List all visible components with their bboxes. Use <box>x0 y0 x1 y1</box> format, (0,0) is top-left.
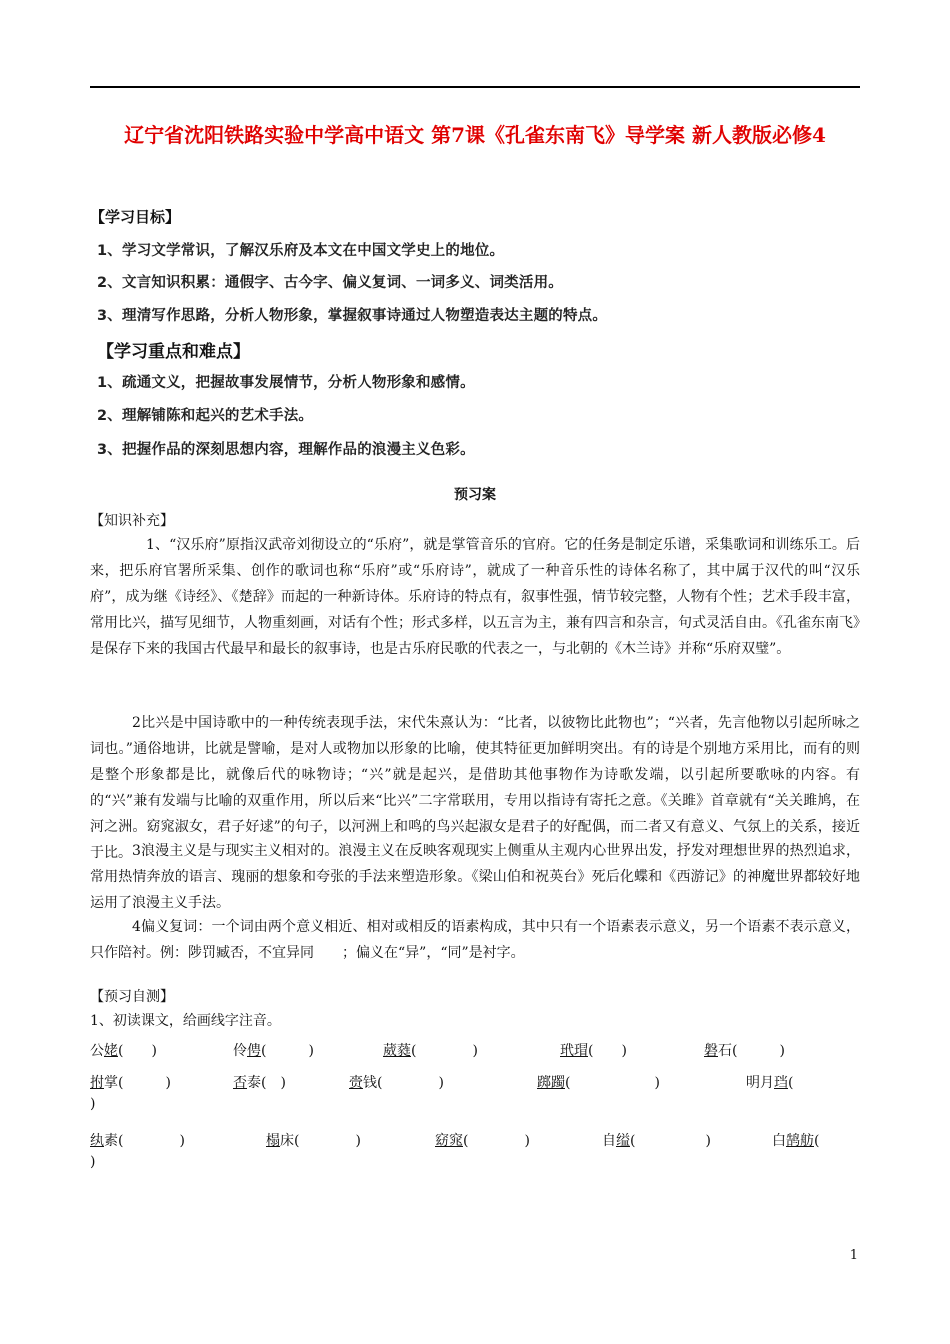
document-title: 辽宁省沈阳铁路实验中学高中语文 第7课《孔雀东南飞》导学案 新人教版必修4 <box>124 123 826 147</box>
goal-item-1: 1、学习文学常识，了解汉乐府及本文在中国文学史上的地位。 <box>97 243 505 259</box>
knowledge-paragraph-1: 1、“汉乐府”原指汉武帝刘彻设立的“乐府”，就是掌管音乐的官府。它的任务是制定乐谱，采集歌词和训练乐工。后来，把乐府官署所采集、创作的歌词也称“乐府”或“乐府诗”，就成了一种音乐性的诗体名称了，其中属于汉代的叫“汉乐府”，成为继《诗经》、《楚辞》而起的一种新诗体。乐府诗的特点有，叙事性强，情节较完整，人物有个性；艺术手段丰富，常用比兴，描写见细节，人物重刻画，对话有个性；形式多样，以五言为主，兼有四言和杂言，句式灵活自由。《孔雀东南飞》是保存下来的我国古代最早和最长的叙事诗，也是古乐府民歌的代表之一，与北朝的《木兰诗》并称“乐府双璧”。 <box>90 537 860 657</box>
knowledge-paragraph-2: 2比兴是中国诗歌中的一种传统表现手法，宋代朱熹认为：“比者，以彼物比此物也”；“兴者，先言他物以引起所咏之词也。”通俗地讲，比就是譬喻，是对人或物加以形象的比喻，使其特征更加鲜明突出。有的诗是个别地方采用比，而有的则是整个形象都是比，就像后代的咏物诗；“兴”就是起兴，是借助其他事物作为诗歌发端，以引起所要歌咏的内容。有的“兴”兼有发端与比喻的双重作用，所以后来“比兴”二字常联用，专用以指诗有寄托之意。《关雎》首章就有“关关雎鸠，在河之洲。窈窕淑女，君子好逑”的句子，以河洲上和鸣的鸟兴起淑女是君子的好配偶，而二者又有意义、气氛上的关系，接近于比。 <box>90 715 860 861</box>
pinyin-item: 明月珰( <box>746 1075 794 1091</box>
pinyin-item: 纨素( ) <box>90 1133 185 1149</box>
pinyin-row-3-wrap: ) <box>90 1154 96 1170</box>
knowledge-paragraph-4: 4偏义复词：一个词由两个意义相近、相对或相反的语素构成，其中只有一个语素表示意义，另一个语素不表示意义，只作陪衬。例：陟罚臧否，不宜异同 ；偏义在“异”，“同”是衬字。 <box>90 919 860 961</box>
pinyin-item: 伶俜( ) <box>233 1043 314 1059</box>
selftest-heading: 【预习自测】 <box>90 989 174 1005</box>
keypoint-item-2: 2、理解铺陈和起兴的艺术手法。 <box>97 408 314 424</box>
pinyin-item: 公姥( ) <box>90 1043 157 1059</box>
pinyin-item: 自缢( ) <box>602 1133 711 1149</box>
header-rule <box>90 86 860 88</box>
pinyin-row-3 <box>90 1130 860 1154</box>
selftest-instruction: 1、初读课文，给画线字注音。 <box>90 1013 281 1029</box>
pinyin-item: 磐石( ) <box>704 1043 785 1059</box>
keypoints-heading: 【学习重点和难点】 <box>97 342 250 362</box>
knowledge-paragraph-3: 3浪漫主义是与现实主义相对的。浪漫主义在反映客观现实上侧重从主观内心世界出发，抒发对理想世界的热烈追求，常用热情奔放的语言、瑰丽的想象和夸张的手法来塑造形象。《梁山伯和祝英台》死后化蝶和《西游记》的神魔世界都较好地运用了浪漫主义手法。 <box>90 843 860 911</box>
goal-item-2: 2、文言知识积累：通假字、古今字、偏义复词、一词多义、词类活用。 <box>97 275 563 291</box>
pinyin-item: 玳瑁( ) <box>560 1043 627 1059</box>
pinyin-item: 窈窕( ) <box>435 1133 530 1149</box>
pinyin-item: 踯躅( ) <box>537 1075 660 1091</box>
preview-heading: 预习案 <box>454 487 496 503</box>
keypoint-item-3: 3、把握作品的深刻思想内容，理解作品的浪漫主义色彩。 <box>97 442 475 458</box>
pinyin-row-1 <box>90 1040 860 1064</box>
page-number: 1 <box>849 1248 858 1263</box>
pinyin-item: 拊掌( ) <box>90 1075 171 1091</box>
knowledge-heading: 【知识补充】 <box>90 513 174 529</box>
pinyin-item: 赍钱( ) <box>349 1075 444 1091</box>
goal-item-3: 3、理清写作思路，分析人物形象，掌握叙事诗通过人物塑造表达主题的特点。 <box>97 308 608 324</box>
pinyin-row-2-wrap: ) <box>90 1096 96 1112</box>
pinyin-item: 葳蕤( ) <box>383 1043 478 1059</box>
pinyin-item: 否泰( ) <box>233 1075 286 1091</box>
pinyin-row-2 <box>90 1072 860 1096</box>
keypoint-item-1: 1、疏通文义，把握故事发展情节，分析人物形象和感情。 <box>97 375 475 391</box>
goals-heading: 【学习目标】 <box>90 208 181 226</box>
pinyin-item: 白鹄舫( <box>772 1133 820 1149</box>
pinyin-item: 榻床( ) <box>266 1133 361 1149</box>
